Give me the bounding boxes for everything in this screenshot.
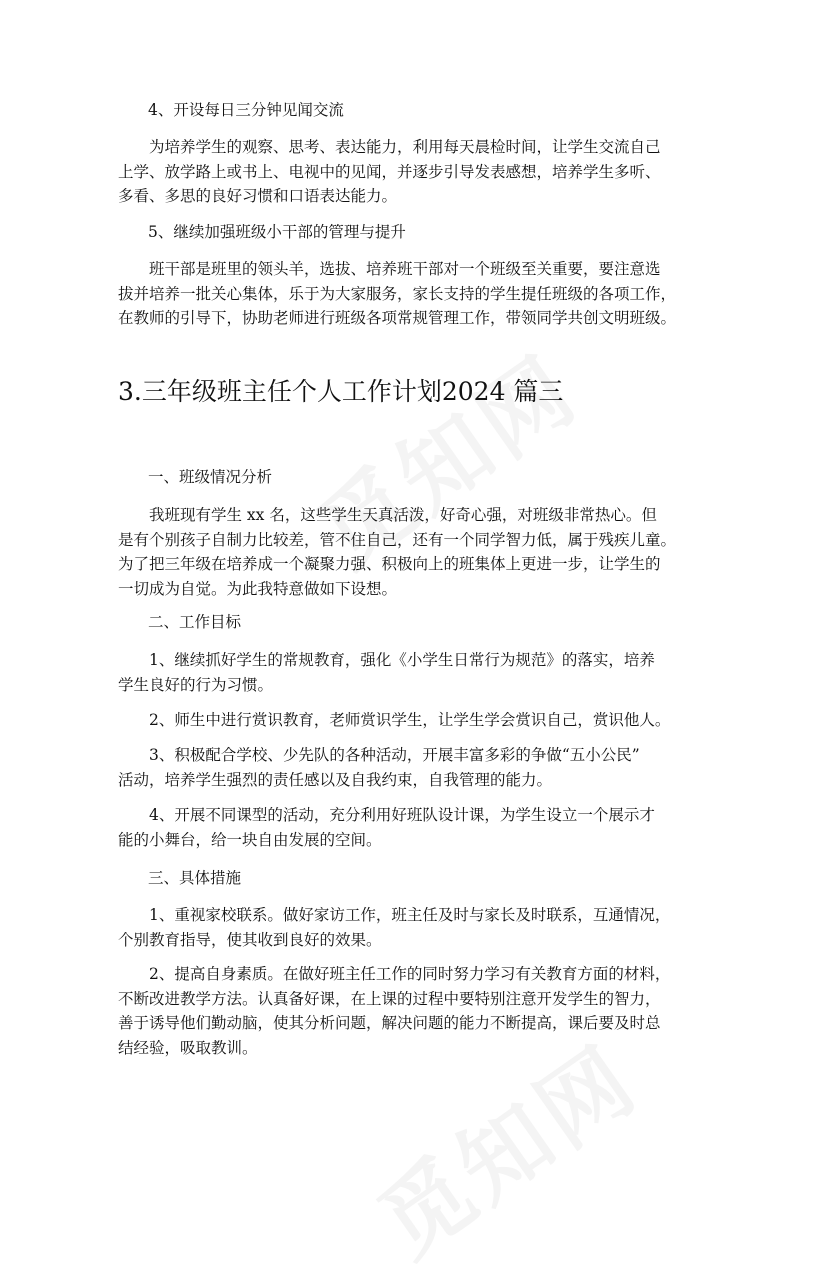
paragraph-line: 不断改进教学方法。认真备好课，在上课的过程中要特别注意开发学生的智力， — [118, 989, 661, 1008]
paragraph-line: 上学、放学路上或书上、电视中的见闻，并逐步引导发表感想，培养学生多听、 — [118, 162, 661, 181]
paragraph-line: 结经验，吸取教训。 — [118, 1038, 258, 1057]
section-title: 3.三年级班主任个人工作计划2024 篇三 — [118, 377, 564, 406]
paragraph-line: 拔并培养一批关心集体，乐于为大家服务，家长支持的学生提任班级的各项工作， — [118, 284, 677, 303]
list-item — [118, 743, 718, 792]
paragraph-line: 活动，培养学生强烈的责任感以及自我约束，自我管理的能力。 — [118, 770, 553, 789]
paragraph-line: 在教师的引导下，协助老师进行班级各项常规管理工作，带领同学共创文明班级。 — [118, 309, 677, 327]
paragraph — [118, 257, 718, 331]
paragraph — [118, 503, 718, 601]
paragraph-line: 为了把三年级在培养成一个凝聚力强、积极向上的班集体上更进一步，让学生的 — [118, 555, 661, 573]
paragraph-line: 学生良好的行为习惯。 — [118, 675, 274, 694]
paragraph-line: 2、师生中进行赏识教育，老师赏识学生，让学生学会赏识自己，赏识他人。 — [149, 711, 671, 729]
paragraph-line: 4、开展不同课型的活动，充分利用好班队设计课，为学生设立一个展示才 — [149, 806, 655, 824]
paragraph-line: 一切成为自觉。为此我特意做如下设想。 — [118, 579, 398, 598]
section-heading: 三、具体措施 — [148, 869, 242, 887]
paragraph-line: 善于诱导他们勤动脑，使其分析问题，解决问题的能力不断提高，课后要及时总 — [118, 1014, 661, 1032]
paragraph-line: 多看、多思的良好习惯和口语表达能力。 — [118, 187, 398, 205]
paragraph-line: 1、重视家校联系。做好家访工作，班主任及时与家长及时联系，互通情况， — [149, 906, 671, 924]
paragraph-line: 2、提高自身素质。在做好班主任工作的同时努力学习有关教育方面的材料， — [149, 965, 671, 983]
list-item — [118, 708, 718, 733]
section-heading: 二、工作目标 — [148, 613, 242, 631]
paragraph-line: 为培养学生的观察、思考、表达能力，利用每天晨检时间，让学生交流自己 — [149, 138, 661, 156]
paragraph-line: 班干部是班里的领头羊，选拔、培养班干部对一个班级至关重要，要注意选 — [149, 260, 661, 278]
paragraph-line: 3、积极配合学校、少先队的各种活动，开展丰富多彩的争做“五小公民” — [149, 746, 640, 764]
list-item — [118, 903, 718, 952]
list-item — [118, 962, 718, 1060]
list-item — [118, 803, 718, 852]
item-heading: 5、继续加强班级小干部的管理与提升 — [148, 223, 406, 241]
list-item — [118, 648, 718, 697]
section-heading: 一、班级情况分析 — [148, 468, 273, 486]
paragraph-line: 1、继续抓好学生的常规教育，强化《小学生日常行为规范》的落实，培养 — [149, 651, 655, 669]
paragraph — [118, 135, 718, 209]
item-heading: 4、开设每日三分钟见闻交流 — [148, 101, 344, 119]
paragraph-line: 我班现有学生 xx 名，这些学生天真活泼，好奇心强，对班级非常热心。但 — [149, 506, 657, 524]
paragraph-line: 个别教育指导，使其收到良好的效果。 — [118, 930, 382, 949]
paragraph-line: 能的小舞台，给一块自由发展的空间。 — [118, 830, 382, 849]
paragraph-line: 是有个别孩子自制力比较差，管不住自己，还有一个同学智力低，属于残疾儿童。 — [118, 530, 677, 549]
